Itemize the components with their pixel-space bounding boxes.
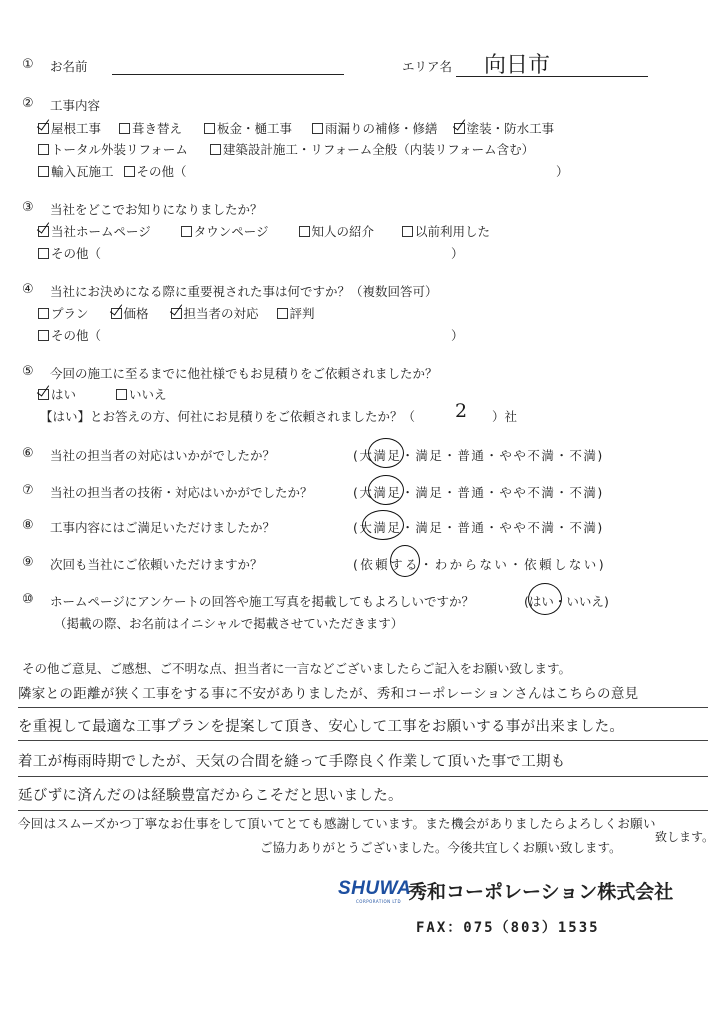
checkbox-icon[interactable] — [312, 123, 323, 134]
option-other[interactable]: その他（ — [124, 162, 187, 180]
option-yes[interactable]: はい — [38, 385, 76, 403]
q10-title: ホームページにアンケートの回答や施工写真を掲載してもよろしいですか？ — [50, 594, 475, 609]
q2-number: ② — [22, 96, 34, 111]
q7-title: 当社の担当者の技術・対応はいかがでしたか？ — [50, 485, 313, 500]
comments-prompt: その他ご意見、ご感想、ご不明な点、担当者に一言などございましたらご記入をお願い致します。 — [22, 661, 572, 676]
checkbox-icon[interactable] — [38, 144, 49, 155]
checkbox-icon[interactable] — [38, 123, 49, 134]
checkbox-icon[interactable] — [454, 123, 465, 134]
comment-line-2: を重視して最適な工事プランを提案して頂き、安心して工事をお願いする事が出来ました。 — [18, 719, 625, 735]
q8-title: 工事内容にはご満足いただけましたか？ — [50, 520, 276, 535]
q5-answers — [38, 385, 181, 403]
area-value: 向日市 — [484, 53, 551, 78]
company-logo: SHUWA — [338, 878, 412, 899]
option-referral[interactable]: 知人の紹介 — [299, 222, 375, 240]
q10-note: （掲載の際、お名前はイニシャルで掲載させていただきます） — [54, 616, 404, 631]
checkbox-icon[interactable] — [119, 123, 130, 134]
comment-underline — [18, 707, 708, 708]
option-previous[interactable]: 以前利用した — [402, 222, 490, 240]
q7-number: ⑦ — [22, 483, 34, 498]
q10-number: ⑩ — [22, 592, 34, 607]
q10-answer-circle — [528, 583, 562, 615]
comment-underline — [18, 740, 708, 741]
q3-close-paren: ） — [451, 246, 464, 261]
q8-number: ⑧ — [22, 518, 34, 533]
q8-answer-circle — [362, 510, 404, 540]
checkbox-icon[interactable] — [111, 308, 122, 319]
comment-trailing: 致します。 — [655, 830, 715, 844]
q8-scale[interactable]: (大満足・満足・普通・やや不満・不満) — [353, 520, 604, 535]
q6-scale[interactable]: (大満足・満足・普通・やや不満・不満) — [353, 448, 604, 463]
option-staff[interactable]: 担当者の対応 — [171, 304, 259, 322]
q7-scale[interactable]: (大満足・満足・普通・やや不満・不満) — [353, 485, 604, 500]
comment-line-5: 今回はスムーズかつ丁寧なお仕事をして頂いてとても感謝しています。また機会がありましたらよろしくお願い — [18, 816, 656, 831]
checkbox-icon[interactable] — [38, 308, 49, 319]
checkbox-icon[interactable] — [124, 166, 135, 177]
comment-line-3: 着工が梅雨時期でしたが、天気の合間を縫って手際良く作業して頂いた事で工期も — [18, 754, 566, 770]
q6-number: ⑥ — [22, 446, 34, 461]
option-import-tile[interactable]: 輸入瓦施工 — [38, 162, 114, 180]
q5-followup-prefix: 【はい】とお答えの方、何社にお見積りをご依頼されましたか？（ — [40, 409, 416, 424]
q5-followup-suffix: ）社 — [492, 409, 518, 424]
company-logo-sub: CORPORATION LTD — [356, 899, 402, 904]
name-label: お名前 — [50, 59, 88, 74]
q4-title: 当社にお決めになる際に重要視された事は何ですか？（複数回答可） — [50, 284, 438, 299]
option-plan[interactable]: プラン — [38, 304, 89, 322]
option-townpage[interactable]: タウンページ — [181, 222, 269, 240]
q3-title: 当社をどこでお知りになりましたか？ — [50, 202, 263, 217]
q2-row2 — [38, 140, 548, 158]
option-no[interactable]: いいえ — [116, 385, 167, 403]
checkbox-icon[interactable] — [181, 226, 192, 237]
q9-number: ⑨ — [22, 555, 34, 570]
thanks-text: ご協力ありがとうございました。今後共宜しくお願い致します。 — [260, 840, 622, 855]
q2-close-paren: ） — [556, 164, 569, 179]
q10-scale[interactable]: (はい・いいえ) — [524, 594, 609, 609]
option-price[interactable]: 価格 — [111, 304, 149, 322]
checkbox-icon[interactable] — [402, 226, 413, 237]
comment-underline — [18, 776, 708, 777]
checkbox-icon[interactable] — [204, 123, 215, 134]
area-label: エリア名 — [402, 59, 453, 74]
checkbox-icon[interactable] — [116, 389, 127, 400]
option-design[interactable]: 建築設計施工・リフォーム全般（内装リフォーム含む） — [210, 140, 534, 158]
checkbox-icon[interactable] — [38, 389, 49, 400]
comment-underline — [18, 810, 708, 811]
checkbox-icon[interactable] — [277, 308, 288, 319]
checkbox-icon[interactable] — [171, 308, 182, 319]
comment-line-4: 延びずに済んだのは経験豊富だからこそだと思いました。 — [18, 788, 403, 804]
q4-close-paren: ） — [451, 328, 464, 343]
q2-row1 — [38, 119, 568, 137]
q7-answer-circle — [368, 475, 404, 505]
checkbox-icon[interactable] — [38, 166, 49, 177]
option-painting[interactable]: 塗装・防水工事 — [454, 119, 555, 137]
q4-row1 — [38, 304, 329, 322]
fax-number: FAX：075（803）1535 — [416, 920, 600, 936]
q9-scale[interactable]: (依頼する・わからない・依頼しない) — [353, 557, 606, 572]
q2-title: 工事内容 — [50, 98, 101, 113]
q5-number: ⑤ — [22, 364, 34, 379]
comment-line-1: 隣家との距離が狭く工事をする事に不安がありましたが、秀和コーポレーションさんはこちらの意見 — [18, 686, 639, 702]
q3-number: ③ — [22, 200, 34, 215]
q9-answer-circle — [390, 545, 420, 577]
q5-title: 今回の施工に至るまでに他社様でもお見積りをご依頼されましたか？ — [50, 366, 438, 381]
option-exterior[interactable]: トータル外装リフォーム — [38, 140, 188, 158]
option-leak-repair[interactable]: 雨漏りの補修・修繕 — [312, 119, 438, 137]
checkbox-icon[interactable] — [38, 330, 49, 341]
option-reputation[interactable]: 評判 — [277, 304, 315, 322]
q2-row3 — [38, 162, 201, 180]
q9-title: 次回も当社にご依頼いただけますか？ — [50, 557, 263, 572]
q3-row1 — [38, 222, 504, 240]
checkbox-icon[interactable] — [299, 226, 310, 237]
q4-number: ④ — [22, 282, 34, 297]
q6-answer-circle — [368, 438, 404, 468]
option-sheetmetal[interactable]: 板金・樋工事 — [204, 119, 292, 137]
checkbox-icon[interactable] — [38, 248, 49, 259]
name-field[interactable] — [112, 60, 344, 75]
q3-other[interactable]: その他（ — [38, 244, 101, 262]
checkbox-icon[interactable] — [38, 226, 49, 237]
q5-followup-value: 2 — [455, 400, 468, 422]
q4-other[interactable]: その他（ — [38, 326, 101, 344]
company-name: 秀和コーポレーション株式会社 — [408, 881, 674, 903]
q6-title: 当社の担当者の対応はいかがでしたか？ — [50, 448, 276, 463]
option-homepage[interactable]: 当社ホームページ — [38, 222, 151, 240]
checkbox-icon[interactable] — [210, 144, 221, 155]
option-roof[interactable]: 屋根工事 — [38, 119, 101, 137]
option-reroof[interactable]: 葺き替え — [119, 119, 182, 137]
q1-number: ① — [22, 57, 34, 72]
